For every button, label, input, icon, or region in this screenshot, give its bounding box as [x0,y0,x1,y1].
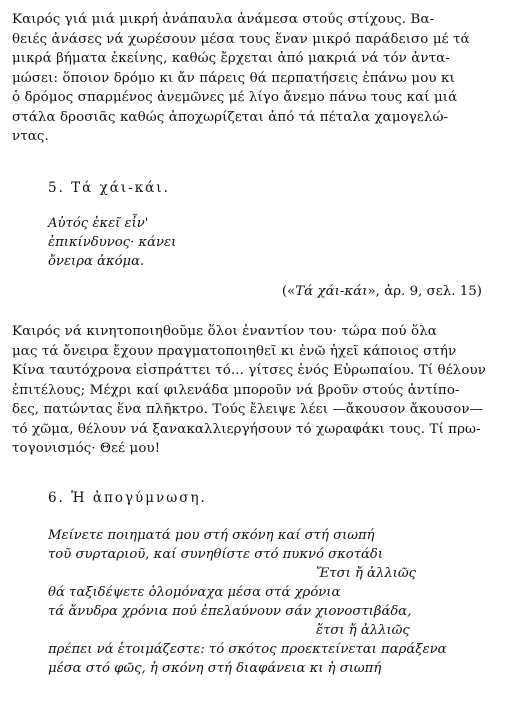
verse-line: ἐπικίνδυνος· κάνει [48,235,177,250]
paragraph-line: στάλα δροσιᾶς καθώς ἀποχωρίζεται ἀπό τά πέταλα χαμογελώ- [12,109,449,125]
citation-open: (« [281,284,296,299]
paragraph-line: ὁ δρόμος σπαρμένος ἀνεμῶνες μέ λίγο ἄνεμο πάνω τους καί μιά [12,90,458,105]
verse-line: τά ἄνυδρα χρόνια πού ἐπελαύνουν σάν χιονοστιβάδα, [48,604,412,619]
verse-line-indented: ἔτσι ἤ ἀλλιῶς [316,623,410,638]
paragraph-line: Καιρός γιά μιά μικρή ἀνάπαυλα ἀνάμεσα στούς στίχους. Βα- [12,12,435,27]
paragraph-line: Καιρός νά κινητοποιηθοῦμε ὅλοι ἐναντίον του· τώρα πού ὅλα [12,324,437,339]
verse-line: ὄνειρα ἀκόμα. [48,254,145,269]
verse-line: τοῦ συρταριοῦ, καί συνηθίστε στό πυκνό σκοτάδι [48,547,384,562]
paragraph-line: τό χῶμα, θέλουν νά ξανακαλλιεργήσουν τό χωραφάκι τους. Τί πρω- [12,421,481,437]
verse-line: Αὐτός ἐκεῖ εἶν' [48,216,149,231]
section-6-heading: 6. Ἡ ἀπογύμνωση. [48,490,207,506]
verse-line-indented: Ἔτσι ἤ ἀλλιῶς [316,566,416,581]
section-5-verse [48,214,176,271]
citation-title: Τά χάι-κάι [295,284,368,299]
paragraph-line: δες, πατώντας ἕνα πλῆκτρο. Τούς ἔλειψε λέει —ἄκουσον ἄκουσον— [12,402,484,417]
citation [282,284,482,299]
paragraph-line: τογονισμός· Θεέ μου! [12,441,161,456]
paragraph-2 [12,322,490,459]
section-5-heading: 5. Τά χάι-κάι. [48,180,170,196]
paragraph-line: ντας. [12,129,49,144]
paragraph-line: ἐπιτέλους; Μέχρι καί φιλενάδα μποροῦν νά βροῦν στούς ἀντίπο- [12,382,460,398]
section-6-verse [48,526,447,678]
verse-line: μέσα στό φῶς, ἡ σκόνη στή διαφάνεια κι ἡ σιωπή [48,661,382,676]
verse-line: πρέπει νά ἑτοιμάζεστε: τό σκότος προεκτείνεται παράξενα [48,642,447,657]
paragraph-line: μώσει: ὅποιον δρόμο κι ἄν πάρεις θά περπατήσεις ἐπάνω μου κι [12,70,455,86]
paragraph-1 [12,10,490,147]
paragraph-line: μας τά ὄνειρα ἔχουν πραγματοποιηθεῖ κι ἐνῶ ἠχεῖ κάποιος στήν [12,343,457,359]
paragraph-line: Κίνα ταυτόχρονα εἰσπράττει τό... γίτσες ἑνός Εὐρωπαίου. Τί θέλουν [12,363,486,378]
paragraph-line: θειές ἀνάσες νά χωρέσουν μέσα τους ἕναν μικρό παράδεισο μέ τά [12,31,470,47]
verse-line: θά ταξιδέψετε ὁλομόναχα μέσα στά χρόνια [48,585,341,600]
verse-line: Μείνετε ποιηματά μου στή σκόνη καί στή σιωπή [48,528,375,543]
paragraph-line: μικρά βήματα ἐκείνης, καθώς ἔρχεται ἀπό μακριά νά τόν ἀντα- [12,51,450,66]
citation-rest: », ἀρ. 9, σελ. 15) [367,284,482,299]
